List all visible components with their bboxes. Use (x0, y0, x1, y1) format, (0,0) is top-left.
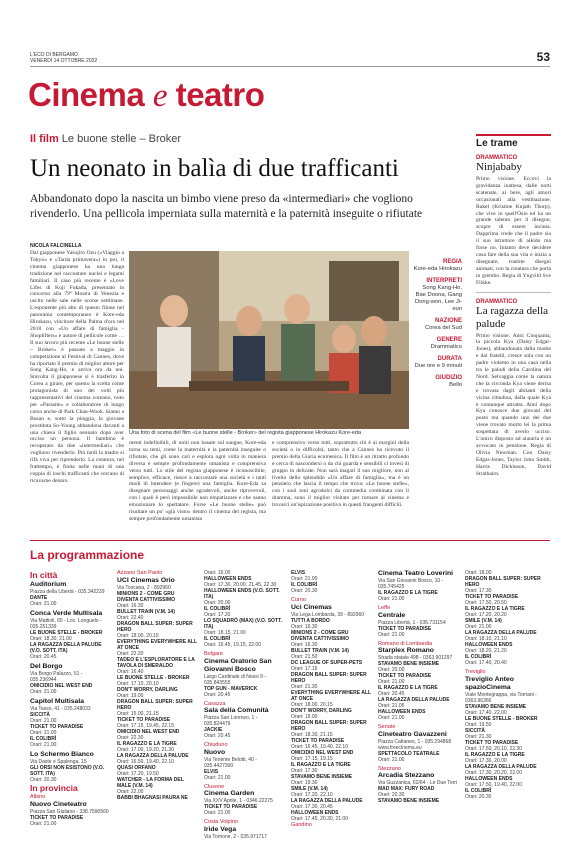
infobox-key: GIUDIZIO (435, 375, 462, 381)
listing-showtimes: Orari: 19.50 (465, 721, 492, 728)
listing-address: Piazza Libertà, 1 - 035.731154 (378, 619, 446, 626)
listing-film: OMICIDIO NEL WEST END (30, 683, 93, 689)
listing-film: STAVAMO BENE INSIEME (378, 798, 440, 804)
listing-showtimes: Orari: 16.30 (291, 641, 318, 648)
listing-cinema-name: Treviglio Anteo spazioCinema (465, 675, 514, 691)
listing-film: WATCHER - LA FORMA DEL MALE (V.M. 14) (117, 776, 184, 789)
listing-film: DON'T WORRY, DARLING (117, 686, 178, 693)
listing-place: Gandino (291, 821, 312, 828)
listing-film: MINIONS 2 - COME GRU DIVENTA CATTIVISSIMO (291, 629, 349, 642)
listing-film: LA RAGAZZA DELLA PALUDE (465, 763, 537, 770)
listing-film: MAD MAX: FURY ROAD (378, 786, 435, 792)
listing-showtimes: Orari: 17.20, 19.50 (117, 770, 159, 777)
listing-showtimes: Orari: 17.50, 19.40, 22.00 (465, 781, 522, 788)
programmazione-title: La programmazione (30, 548, 145, 562)
listing-film: SICCITÀ (30, 712, 50, 718)
listing-showtimes: Orari: 16.45, 19.40, 22.10 (291, 743, 348, 750)
sidebar-film-title: Ninjababy (476, 161, 522, 173)
listing-place: Azzano San Paolo (117, 570, 163, 576)
listing-showtimes: Orari: 21.00 (378, 756, 405, 763)
listing-cinema-name: Capitol Multisala (30, 698, 85, 705)
section-title-amp: e (152, 78, 168, 114)
sidebar-trame (476, 134, 551, 478)
listing-film: IL RAGAZZO E LA TIGRE (465, 606, 525, 612)
listing-showtimes: Orari: 20.45 (204, 733, 231, 739)
listing-address: Largo Cardinale di Nossi 9 - 035.843555 (204, 673, 266, 686)
article-deck: Abbandonato dopo la nascita un bimbo viene preso da «intermediari» che vogliono rivenderlo. Una pellicola imperniata sulla maternità e la paternità inseguite o rifiutate (30, 193, 423, 220)
listing-showtimes: Orari: 16.30 (291, 623, 318, 630)
listing-showtimes: Orari: 17.30, 20.00, 21.45, 22.30 (204, 582, 277, 588)
listing-showtimes: Orari: 18.00, 20.15 (117, 632, 159, 639)
listing-column (30, 570, 110, 827)
listing-cinema-name: UCI Cinemas Orio (117, 576, 175, 584)
listing-cinema-name: Starplex Romano (378, 647, 434, 654)
listing-film: HALLOWEEN ENDS (204, 576, 252, 582)
listing-film: DRAGON BALL SUPER: SUPER HERO (117, 620, 193, 633)
listing-showtimes: Orari: 20.00 (378, 667, 405, 673)
listing-column (465, 570, 545, 800)
listing-film: TADEO E L'ESPLORATORE E LA TAVOLA DI SMERALDO (117, 656, 195, 669)
listing-film: LA RAGAZZA DELLA PALUDE (465, 630, 537, 636)
listing-showtimes: Orari: 17.10, 20.10 (117, 680, 159, 687)
listing-cinema-name: Nuovo Cineteatro (30, 800, 87, 808)
listing-showtimes: Orari: 17.20, 22.10 (291, 791, 333, 798)
listing-showtimes: Orari: 17.30 (291, 767, 318, 774)
listing-address: Via Mattioli, 65 - Loc. Longuelo - 035.251339 (30, 618, 102, 630)
kicker-text: Le buone stelle – Broker (61, 133, 182, 145)
listing-cinema-name: Cineteatro Gavazzeni (378, 730, 447, 738)
listing-place: Treviglio (465, 669, 486, 675)
photo-caption: Una foto di scena del film «Le buone stelle - Broker» del regista giapponese Hirokazu Kore-eda (129, 430, 362, 436)
listing-showtimes: Orari: 16.45, 19.15, 22.00 (204, 642, 261, 648)
listing-place: Leffe (378, 605, 391, 611)
listing-showtimes: Orari: 21.00 (378, 715, 405, 721)
listing-showtimes: Orari: 21.00 (30, 742, 57, 748)
listing-film: TICKET TO PARADISE (117, 716, 171, 723)
listing-place: Clusone (204, 783, 225, 790)
listing-film: LA RAGAZZA DELLA PALUDE (378, 697, 450, 703)
listing-address: Piazza San Lorenzo, 1 - 035.824479 (204, 715, 258, 727)
listing-film: IL COLIBRÌ (204, 636, 231, 642)
listing-film: SMILE (V.M. 14) (465, 618, 502, 624)
listing-column (291, 570, 371, 828)
infobox-value: Bello (449, 382, 462, 388)
listing-cinema-name: Arcadia Stezzano (378, 772, 435, 779)
listing-film: SICCITÀ (465, 727, 485, 734)
sidebar-item (476, 155, 551, 287)
listing-showtimes: Orari: 21.00 (30, 601, 57, 607)
listing-address: Viale Montegrappa, via Torriani - 0363.96366 (465, 691, 537, 704)
listing-place: Bolgare (204, 651, 223, 657)
listing-address: Via Daste e Spalenga, 15 (30, 759, 87, 765)
listing-showtimes: Orari: 21.00 (465, 624, 492, 630)
sidebar-film-text: Primo visione. Anni Cinquanta, la piccola Kya (Daisy Edgar-Jones), abbandonata dalla madre e dai fratelli, cresce sola con un padre violento in una casa nella tra le paludi della Carolina del Nord. Selvaggia come la natura che la circonda Kya viene derisa e trovata dagli abitanti della vicina cittadina, dalla quale Kya è comunque attratta. Anni dopo Kya conosce due giovani del posto ma quando uno dei due viene trovato morto lei la prima sospettata di averlo ucciso. L'unico disposto ad aiutarla è un avvocato in pensione. Regia di Olivia Newman. Con Daisy Edgar-Jones, Taylor John Smith, Harris Dickinson, David Strathairn. (476, 332, 551, 477)
listing-film: LE BUONE STELLE - BROKER (465, 715, 538, 722)
listing-address: Piazza Cattaneo, 1 - 035.294868 (378, 738, 452, 745)
listing-film: TICKET TO PARADISE (204, 804, 258, 810)
listing-showtimes: Orari: 22.40 (117, 614, 144, 621)
listing-film: IL COLIBRÌ (465, 787, 492, 794)
film-still-photo (129, 251, 409, 429)
listing-showtimes: Orari: 17.30, 20.00 (465, 757, 507, 764)
listing-showtimes: Orari: 21.00 (204, 774, 231, 781)
listing-showtimes: Orari: 17.30, 20.20, 22.00 (465, 769, 522, 776)
infobox-key: DURATA (437, 356, 462, 362)
listing-cinema-name: Cinema Garden (204, 790, 255, 797)
listing-film: HALLOWEEN ENDS (V.O. SOTT. ITA) (204, 588, 280, 600)
listing-showtimes: Orari: 21.00 (378, 679, 405, 685)
listing-column (204, 570, 284, 840)
infobox-value: Song Kang-Ho, Bae Doona, Gang Dong-won, Lee Ji-eun (414, 285, 462, 312)
listing-film: IL RAGAZZO E LA TIGRE (291, 761, 351, 768)
listing-showtimes: Orari: 18.30, 21.15 (291, 731, 333, 738)
listing-showtimes: Orari: 17.40, 22.00 (465, 709, 507, 716)
listing-showtimes: Orari: 18.30, 21.00 (30, 636, 72, 642)
sidebar-film-text: Primo visione. Eccovi la gravidanza inattesa, dalle notti scatenate, al bere, agli amori occasionali alla vestibazione. Rakel (Kristine Kujath Thorp), che vive in quell'Oslo ed ha un grande talento per il disegno, scopre di essere incinta. Dapprima crede che il padre sia il suo istruttore di aikido ma forse no. Intanto deve decidere cosa fare della sua vita e inizia a disegnare, tramite disegni animati, con la creatura che porta in grembo. Regia di Yngvild Sve Flikke. (476, 176, 551, 286)
film-still-illustration (129, 251, 409, 429)
listing-cinema-name: Uci Cinemas (291, 603, 332, 611)
section-title (28, 76, 264, 115)
listing-city-heading: In provincia (30, 783, 78, 793)
listing-showtimes: Orari: 20.30 (30, 777, 57, 783)
infobox-key: NAZIONE (435, 318, 462, 324)
listing-address: Via Borgo Palazzo, 51 - 035.236944 (30, 671, 83, 683)
listing-film: LE BUONE STELLE - BROKER (30, 630, 103, 636)
infobox-key: GENERE (436, 337, 462, 343)
listing-address: Via Guzzanica, 62/64 - Le Due Torri (378, 780, 458, 786)
listing-film: TICKET TO PARADISE (465, 594, 519, 600)
listing-film: STAVAMO BENE INSIEME (465, 703, 527, 710)
listing-showtimes: Orari: 21.00 (30, 718, 57, 724)
listing-film: TICKET TO PARADISE (291, 737, 345, 744)
listing-showtimes: Orari: 17.50, 20.50 (465, 600, 507, 606)
listing-film: GLI ORSI NON ESISTONO (V.O. SOTT. ITA) (30, 765, 105, 777)
listing-address: Via Lega Lombarda, 39 - 892960 (291, 611, 365, 618)
listing-showtimes: Orari: 21.00 (30, 820, 57, 827)
listing-film: HALLOWEEN ENDS (378, 709, 426, 715)
listing-showtimes: Orari: 21.00 (378, 596, 405, 602)
listing-showtimes: Orari: 19.00 (291, 713, 318, 720)
listing-cinema-name: Conca Verde Multisala (30, 610, 103, 617)
listing-address: Via San Giovanni Bosco, 10 - 035.745425 (378, 578, 444, 590)
listing-showtimes: Orari: 21.50 (291, 653, 318, 660)
listing-showtimes: Orari: 18.10, 21.10 (465, 636, 507, 642)
listing-film: TICKET TO PARADISE (30, 814, 84, 821)
listing-column (117, 570, 197, 801)
listing-film: LA RAGAZZA DELLA PALUDE (291, 797, 363, 804)
listing-showtimes: Orari: 16.00 (204, 570, 231, 576)
listing-showtimes: Orari: 21.00 (30, 730, 57, 736)
article-headline: Un neonato in balìa di due trafficanti (30, 155, 399, 182)
listing-showtimes: Orari: 22.30 (117, 734, 144, 741)
page-header (30, 52, 550, 66)
listing-film: TICKET TO PARADISE (378, 625, 432, 632)
listing-showtimes: Orari: 19.30 (291, 779, 318, 786)
publication-date: VENERDÌ 14 OTTOBRE 2022 (30, 58, 98, 64)
listing-showtimes: Orari: 17.15, 19.45, 22.15 (117, 722, 174, 729)
listing-showtimes: Orari: 20.45 (378, 691, 405, 697)
listing-cinema-name: Lo Schermo Bianco (30, 751, 94, 758)
sidebar-divider (476, 292, 551, 293)
sidebar-title: Le trame (476, 134, 551, 149)
listing-film: DRAGON BALL SUPER: SUPER HERO (465, 576, 541, 588)
page-number: 53 (536, 50, 550, 64)
listing-film: IL RAGAZZO E LA TIGRE (378, 685, 438, 691)
listing-film: DRAGON BALL SUPER: SUPER HERO (291, 671, 367, 684)
sidebar-film-title: La ragazza della palude (476, 304, 549, 330)
listing-address: Via Tasso, 41 - 035.248033 (30, 706, 91, 712)
film-infobox (412, 254, 462, 389)
listing-film: TICKET TO PARADISE (465, 739, 519, 746)
listing-film: DON'T WORRY, DARLING (291, 707, 352, 714)
listing-film: DRAGON BALL SUPER: SUPER HERO (291, 719, 367, 732)
listing-film: QUASI ORFANO (117, 764, 156, 771)
listing-film: HALLOWEEN ENDS (465, 775, 513, 782)
listing-film: DANTE (30, 595, 48, 601)
listing-showtimes: Orari: 21.00 (378, 631, 405, 638)
listing-address: Piazza della Libertà - 035.342239 (30, 589, 105, 595)
listing-showtimes: Orari: 20.30 (291, 588, 318, 594)
body-column-3: menti indefinibili, di uniti non basate sul sangue, Kore-eda torna su temi, come la maternità e la paternità inseguite o rifiutate, che gli sono cari e esplora ogni volta in maniera diversa e sempre profondamente umanista e comprensiva verso tutti. Lo stile del regista giapponese è riconoscibile, semplice, efficace, riesce a raccontare una società e i tanti modi di intendere (e fingere) una famiglia. Kore-Eda sa disegnare personaggi anche sgradevoli, anche riprovevoli, con i quali è però impossibile non empatizzare e che sanno emozionare lo spettatore. Forse «Le buone stelle» può risultare un po' «già visto» dentro il cinema del regista, ma sempre profondamente umanista (129, 440, 266, 522)
listing-address: Via Tenente Belotti, 40 - 035.4427300 (204, 756, 257, 769)
listing-showtimes: Orari: 16.40 (117, 668, 144, 675)
listing-showtimes: Orari: 17.15, 19.15 (291, 755, 333, 762)
listing-film: SPETTACOLO TEATRALE (378, 750, 440, 757)
listing-film: MINIONS 2 - COME GRU DIVENTA CATTIVISSIMO (117, 590, 175, 603)
listing-place: Albino (30, 794, 46, 800)
listing-film: LA RAGAZZA DELLA PALUDE (117, 752, 189, 759)
listing-showtimes: Orari: 21.00 (204, 810, 231, 816)
listing-cinema-name: Auditorium (30, 581, 67, 588)
listing-showtimes: Orari: 21.05 (378, 703, 405, 709)
body-column-1: Dal giapponese Yasujiro Ozu («Viaggio a Tokyo» e «Tarda primavera») in poi, il cinema giapponese ha una lunga tradizione nel raccontare nuclei e legami familiari. Il caso più recente è «Love Lifes di Koji Fukada, presentato in concorso alla 79ª Mostra di Venezia e uscito nelle sale nelle scorse settimane. L'esponente più alto di questo filone nel panorama contemporaneo è Kore-eda Hirokazu, vincitore della Palma d'oro nel 2018 con «Un affare di famiglia - Shoplifters» e autore di pellicole come … Il suo lavoro più recente «Le buone stelle – Broker» è passato a maggio in competizione al Festival di Cannes, dove ha riportato il premio di miglior attore per Song Kang-Ho, e arriva ora da noi. Stavolta il giapponese si è trasferito in Corea a girare, per questo la scelta come protagonista di uno dei volti più rappresentativi del cinema coreano, noto per «Parasite» e collaboratore di lungo corso anche di Park Chan-Wook. Siamo a Busan e, sotto la pioggia, la giovane prostituta So-Young abbandona davanti a una chiesa il figlio neonato dopo aver ucciso un persona. Il bambino è recuperato da due «intermediari» che vogliono rivenderlo. Più tardi la madre si rifà viva per riprenderlo. La creatura, nel frattempo, è finita nelle mani di una coppia di loschi trafficanti che cercano di ricavarne denaro. (30, 250, 124, 484)
listing-showtimes: Orari: 22.20 (117, 650, 144, 657)
sidebar-item (476, 299, 551, 478)
listing-showtimes: Orari: 17.30, 20.45 (291, 803, 333, 810)
listing-film: IL COLIBRÌ (291, 582, 318, 588)
listing-place: Curno (291, 597, 306, 603)
listing-film: IL COLIBRÌ (465, 654, 492, 660)
infobox-key: REGIA (442, 259, 462, 265)
listing-film: IL COLIBRÌ (204, 606, 231, 612)
listing-cinema-name: Cinema Teatro Loverini (378, 570, 454, 577)
listing-cinema-name: Sala della Comunità (204, 707, 269, 714)
section-title-part1: Cinema (28, 76, 145, 113)
section-title-part2: teatro (175, 76, 265, 113)
listing-film: BABBI BHAGNASI PAURA NE (117, 794, 188, 801)
listing-showtimes: Orari: 16.50, 19.40, 22.10 (117, 758, 174, 765)
kicker-label: Il film (30, 133, 59, 145)
listing-address: Piazza San Giuliano - 338.7590560 (30, 808, 109, 815)
listing-showtimes: Orari: 20.45 (204, 691, 231, 698)
listing-film: LA RAGAZZA DELLA PALUDE (V.O. SOTT. ITA) (30, 642, 102, 654)
infobox-value: Drammatico (430, 344, 462, 350)
listing-place: Costa Volpino (204, 819, 238, 825)
listing-showtimes: Orari: 17.45, 20.30, 21.00 (291, 815, 348, 822)
infobox-value: Corea del Sud (424, 325, 462, 331)
listing-film: DRAGON BALL SUPER: SUPER HERO (117, 698, 193, 711)
listing-address: Via XXV Aprile, 1 - 0346.22275 (204, 798, 273, 804)
listing-film: HALLOWEEN ENDS (465, 642, 513, 648)
listing-film: BULLET TRAIN (V.M. 14) (117, 608, 175, 615)
listing-place: Stezzano (378, 765, 401, 772)
listing-place: Seriate (378, 724, 396, 730)
listing-showtimes: Orari: 22.00 (117, 788, 144, 795)
listing-showtimes: Orari: 21.30 (465, 733, 492, 740)
listing-address: Strada statale 498 - 0363.901297 (378, 655, 453, 661)
listing-address: Via Torrione, 2 - 035.971717 (204, 833, 267, 840)
listing-cinema-name: Del Borgo (30, 663, 63, 670)
listing-film: IL RAGAZZO E LA TIGRE (378, 590, 438, 596)
programmazione-rule (30, 540, 550, 541)
listing-showtimes: Orari: 17.20 (204, 612, 231, 618)
listing-showtimes: Orari: 18.15, 21.00 (204, 630, 246, 636)
listing-showtimes: Orari: 21.00 (291, 576, 318, 582)
listing-showtimes: Orari: 20.30 (378, 792, 405, 798)
byline: NICOLA FALCINELLA (30, 243, 82, 249)
infobox-value: Kore-eda Hirokazu (413, 266, 462, 272)
listing-showtimes: Orari: 17.50, 20.10, 22.30 (465, 745, 522, 752)
listing-showtimes: Orari: 17.00, 19.20, 21.30 (117, 746, 174, 753)
listing-film: TICKET TO PARADISE (30, 724, 84, 730)
listing-film: LE BUONE STELLE - BROKER (117, 674, 190, 681)
listing-film: BULLET TRAIN (V.M. 14) (291, 647, 349, 654)
listing-showtimes: Orari: 20.00 (204, 600, 231, 606)
listing-address: Via Toscana, 2 - 892960 (117, 584, 171, 591)
sidebar-genre: DRAMMATICO (476, 298, 518, 305)
header-rule (30, 66, 550, 67)
listing-address: www.freecinema.eu (378, 744, 422, 751)
listing-showtimes: Orari: 20.30 (465, 793, 492, 800)
listing-film: OMICIDIO NEL WEST END (117, 728, 180, 735)
listing-showtimes: Orari: 21.30 (291, 683, 318, 690)
listing-film: STAVAMO BENE INSIEME (291, 773, 353, 780)
listing-showtimes: Orari: 19.00 (117, 692, 144, 699)
infobox-key: INTERPRETI (426, 278, 462, 284)
listing-column (378, 570, 458, 804)
listing-film: DC LEAGUE OF SUPER-PETS (291, 659, 363, 666)
listing-showtimes: Orari: 17.40, 20.40 (465, 660, 507, 666)
listing-cinema-name: Nuovo (204, 748, 226, 756)
listing-film: SMILE (V.M. 14) (291, 785, 328, 792)
listing-film: TOP GUN - MAVERICK (204, 685, 258, 692)
listing-cinema-name: Centrale (378, 611, 406, 619)
listing-showtimes: Orari: 18.00, 20.15 (291, 701, 333, 708)
infobox-value: Due ore e 9 minuti (414, 363, 462, 369)
sidebar-genre: DRAMMATICO (476, 155, 518, 161)
publication-name: L'ECO DI BERGAMO (30, 52, 78, 58)
listing-showtimes: Orari: 21.00 (30, 689, 57, 695)
listing-film: EVERYTHING EVERYWHERE ALL AT ONCE (291, 689, 371, 702)
listing-cinema-name: Cinema Oratorio San Giovanni Bosco (204, 657, 272, 673)
listing-showtimes: Orari: 18.20, 21.20 (465, 648, 507, 654)
listing-showtimes: Orari: 18.00 (465, 570, 492, 576)
article-kicker (30, 132, 181, 146)
listing-showtimes: Orari: 15.00, 21.15 (117, 710, 159, 717)
publication-info (30, 52, 97, 64)
listing-film: IL RAGAZZO E LA TIGRE (465, 751, 525, 758)
listing-city-heading: In città (30, 570, 58, 580)
listing-showtimes: Orari: 17.20, 20.20 (465, 612, 507, 618)
listing-film: TICKET TO PARADISE (378, 673, 432, 679)
listing-showtimes: Orari: 16.30 (117, 602, 144, 609)
body-column-4: e comprensivo verso tutti, soprattutto chi è ai margini della società o in difficoltà, tanto che a Cannes ha ricevuto il premio della Giuria ecumenica. Il film è un ritratto profondo e cerca di nascondersi o da chi guarda e sensibili ci invesi di gruppo in delicate. Non sarà magari il suo migliore, non al livello dello splendido «Un affare di famiglia», ma è un pensiero che lascia il tempo che trova: «Le buone stelle», con i suoi toni agrodolci da commedia combinata con il dramma, sono il miglior visitato per tornare al cinema e trovarci un'ispirazione positiva in questi frangenti difficili. (272, 440, 409, 509)
listing-film: EVERYTHING EVERYWHERE ALL AT ONCE (117, 638, 197, 651)
listing-place: Casazza (204, 700, 226, 707)
listing-place: Chiuduno (204, 742, 228, 748)
listing-cinema-name: Iride Vega (204, 825, 237, 833)
listing-film: HALLOWEEN ENDS (291, 809, 339, 816)
listing-film: ELVIS (204, 768, 219, 775)
listing-showtimes: Orari: 17.15 (291, 665, 318, 672)
listing-film: LO SQUADRÒ (MAX) (V.O. SOTT. ITA) (204, 618, 282, 630)
listing-place: Romano di Lombardia (378, 640, 433, 647)
listing-film: JACKIE (204, 727, 223, 733)
listing-showtimes: Orari: 20.45 (30, 654, 57, 660)
listing-film: STAVAMO BENE INSIEME (378, 661, 440, 667)
listing-showtimes: Orari: 17.30 (465, 588, 492, 594)
listing-film: IL COLIBRÌ (30, 736, 57, 742)
listing-film: TUTTI A BORDO (291, 617, 330, 624)
listing-film: OMICIDIO NEL WEST END (291, 749, 354, 756)
listing-film: ELVIS (291, 570, 306, 576)
listing-film: IL RAGAZZO E LA TIGRE (117, 740, 177, 747)
